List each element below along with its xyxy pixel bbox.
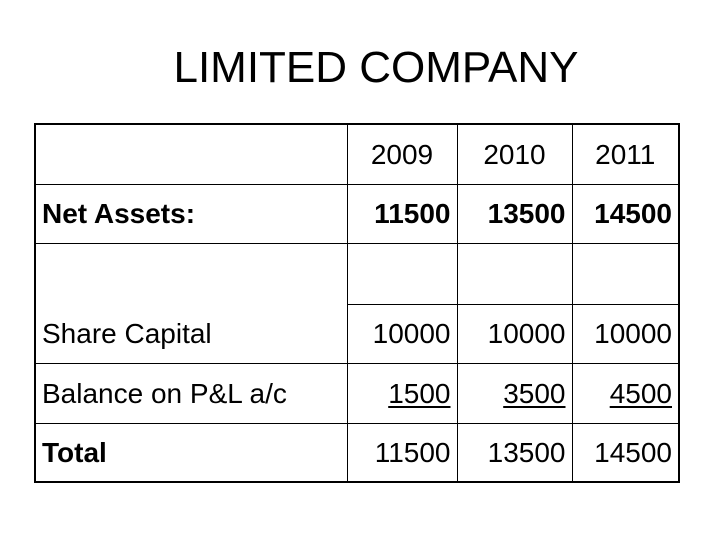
cell-blank-2011 bbox=[572, 244, 679, 305]
table-row-balance-pl bbox=[35, 364, 679, 424]
table-header-row bbox=[35, 124, 679, 185]
cell-total-2009: 11500 bbox=[347, 424, 457, 483]
cell-share-capital-2009: 10000 bbox=[347, 305, 457, 364]
year-header-2009: 2009 bbox=[347, 124, 457, 185]
cell-blank-2010 bbox=[457, 244, 572, 305]
row-label-total: Total bbox=[35, 424, 347, 483]
cell-balance-pl-2009: 1500 bbox=[388, 377, 451, 409]
table-row-blank bbox=[35, 244, 679, 305]
cell-total-2011: 14500 bbox=[572, 424, 679, 483]
cell-balance-pl-2010: 3500 bbox=[503, 377, 566, 409]
year-header-2011: 2011 bbox=[572, 124, 679, 185]
page-title: LIMITED COMPANY bbox=[173, 43, 579, 92]
cell-net-assets-2009: 11500 bbox=[347, 185, 457, 244]
cell-total-2010: 13500 bbox=[457, 424, 572, 483]
row-label-balance-pl: Balance on P&L a/c bbox=[35, 364, 347, 424]
table-row-share-capital bbox=[35, 305, 679, 364]
row-label-share-capital: Share Capital bbox=[35, 305, 347, 364]
cell-share-capital-2011: 10000 bbox=[572, 305, 679, 364]
row-label-net-assets: Net Assets: bbox=[35, 185, 347, 244]
header-label-cell bbox=[35, 124, 347, 185]
cell-net-assets-2011: 14500 bbox=[572, 185, 679, 244]
cell-share-capital-2010: 10000 bbox=[457, 305, 572, 364]
table-row-net-assets bbox=[35, 185, 679, 244]
year-header-2010: 2010 bbox=[457, 124, 572, 185]
table-row-total bbox=[35, 424, 679, 483]
row-label-blank bbox=[35, 244, 347, 305]
cell-net-assets-2010: 13500 bbox=[457, 185, 572, 244]
cell-balance-pl-2011: 4500 bbox=[609, 377, 672, 409]
financial-table bbox=[34, 123, 680, 483]
cell-blank-2009 bbox=[347, 244, 457, 305]
